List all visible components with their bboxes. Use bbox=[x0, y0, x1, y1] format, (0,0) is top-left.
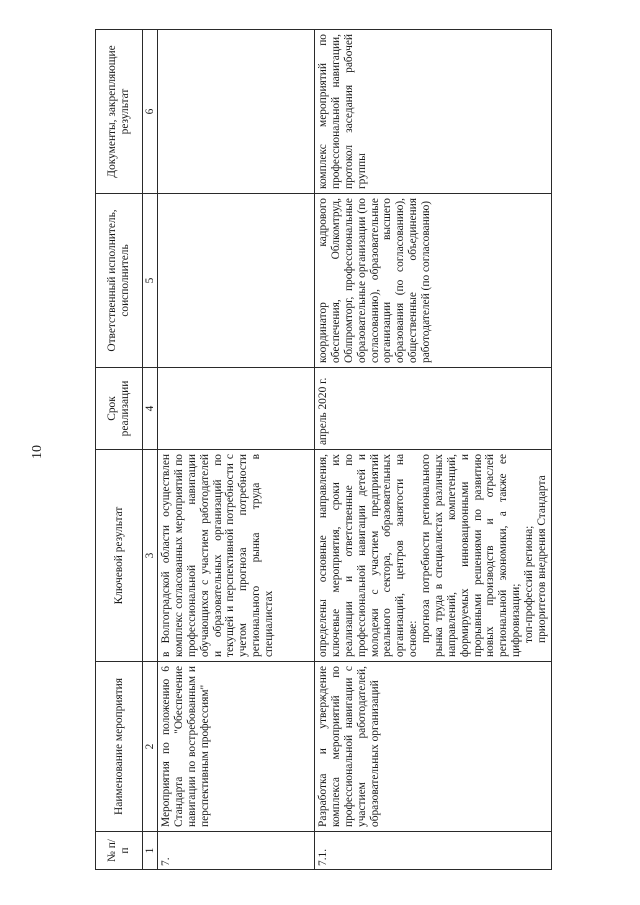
rotated-table-container bbox=[95, 30, 548, 870]
responsible: координатор кадрового обеспечения, Облкомтруд, Облпромторг, профессиональные образовательные организации (по согласованию), образовательные организации высшего образования (по согласованию), общественные объединения работодателей (по согласованию) bbox=[315, 194, 552, 368]
column-number: 4 bbox=[143, 368, 158, 450]
column-number: 5 bbox=[143, 194, 158, 368]
header-documents: Документы, закрепляющие результат bbox=[96, 30, 143, 194]
result-paragraph: топ-профессий региона; bbox=[523, 525, 535, 643]
table-row bbox=[158, 30, 315, 870]
responsible bbox=[158, 194, 315, 368]
key-result bbox=[315, 450, 552, 662]
result-paragraph: прогноза потребности регионального рынка труда в специалистах различных направлений, компетенций, формируемых инновационными и прорывными решениями по развитию новых производств и отраслей региональной экономики, а также ее цифровизации; bbox=[420, 454, 523, 657]
measures-table bbox=[95, 29, 552, 870]
row-number: 7. bbox=[158, 832, 315, 870]
column-number: 3 bbox=[143, 450, 158, 662]
result-paragraph: определены основные направления, ключевые мероприятия, сроки их реализации и ответственные по профессиональной навигации детей и молодежи с участием предприятий реального сектора, образовательных организаций, центров занятости на основе: bbox=[317, 454, 420, 657]
header-num: № п/п bbox=[96, 832, 143, 870]
row-number: 7.1. bbox=[315, 832, 552, 870]
measure-name: Разработка и утверждение комплекса мероприятий по профессиональной навигации с участием работодателей, образовательных организаций bbox=[315, 662, 552, 832]
header-row bbox=[96, 30, 143, 870]
measure-name: Мероприятия по положению 6 Стандарта "Обеспечение навигации по востребованным и перспективным профессиям" bbox=[158, 662, 315, 832]
deadline bbox=[158, 368, 315, 450]
result-paragraph: приоритетов внедрения Стандарта bbox=[535, 475, 548, 643]
page-number: 10 bbox=[30, 445, 45, 459]
deadline: апрель 2020 г. bbox=[315, 368, 552, 450]
documents: комплекс мероприятий по профессиональной навигации, протокол заседания рабочей группы bbox=[315, 30, 552, 194]
column-number: 2 bbox=[143, 662, 158, 832]
column-number: 1 bbox=[143, 832, 158, 870]
header-deadline: Срок реализации bbox=[96, 368, 143, 450]
table-row bbox=[315, 30, 552, 870]
column-number-row bbox=[143, 30, 158, 870]
column-number: 6 bbox=[143, 30, 158, 194]
header-name: Наименование мероприятия bbox=[96, 662, 143, 832]
header-result: Ключевой результат bbox=[96, 450, 143, 662]
documents bbox=[158, 30, 315, 194]
header-responsible: Ответственный исполнитель, соисполнитель bbox=[96, 194, 143, 368]
key-result: в Волгоградской области осуществлен комплекс согласованных мероприятий по профессиональной навигации обучающихся с участием работодателей и образовательных организаций по текущей и перспективной потребности с учетом прогноза потребности регионального рынка труда в специалистах bbox=[158, 450, 315, 662]
